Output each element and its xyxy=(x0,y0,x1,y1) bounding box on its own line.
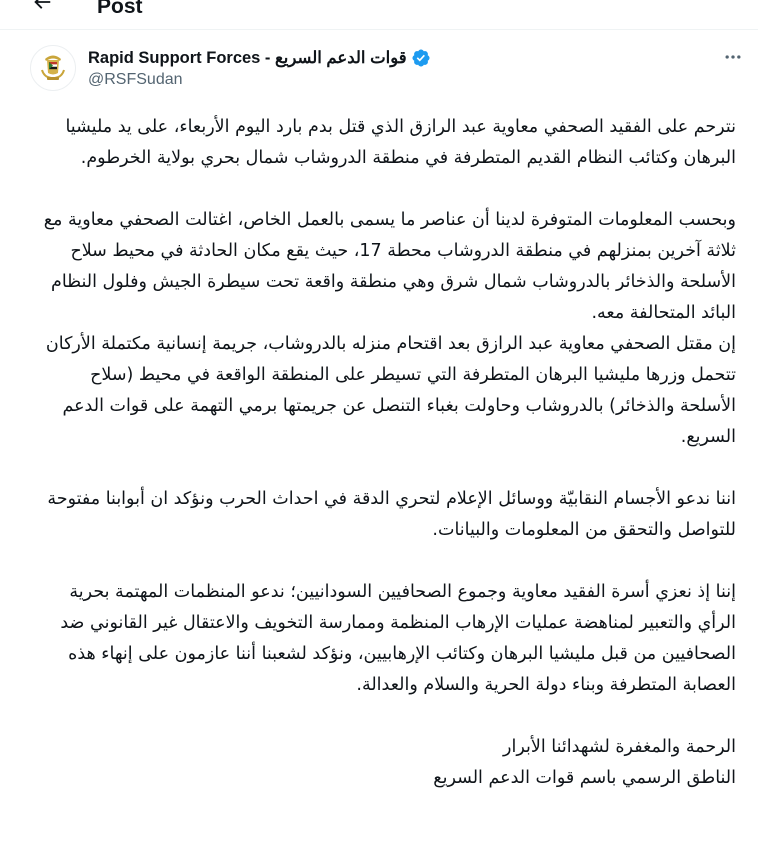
more-options-button[interactable] xyxy=(720,44,746,70)
rsf-logo-icon xyxy=(31,46,75,90)
header-divider xyxy=(0,29,758,30)
author-name: Rapid Support Forces - قوات الدعم السريع xyxy=(88,49,407,67)
more-horizontal-icon xyxy=(723,47,743,67)
tweet-closing-line: الرحمة والمغفرة لشهدائنا الأبرار xyxy=(503,737,736,757)
back-button[interactable] xyxy=(26,0,58,18)
author-handle[interactable]: @RSFSudan xyxy=(88,71,183,88)
page-title: Post xyxy=(97,0,143,18)
tweet-paragraph-3: إن مقتل الصحفي معاوية عبد الرازق بعد اقتحام منزله بالدروشاب، جريمة إنسانية مكتملة الأركان تتحمل وزرها مليشيا البرهان المتطرفة التي تسيطر على المنطقة الواقعة في محيط (سلاح الأسلحة والذخائر) بالدروشاب وحاولت بغباء التنصل عن جريمتها برمي التهمة على قوات الدعم السريع. xyxy=(40,334,736,447)
tweet-signature: الناطق الرسمي باسم قوات الدعم السريع xyxy=(433,768,736,788)
tweet-paragraph-4: اننا ندعو الأجسام النقابيّة ووسائل الإعلام لتحري الدقة في احداث الحرب ونؤكد ان أبوابنا مفتوحة للتواصل والتحقق من المعلومات والبيانات. xyxy=(41,489,736,540)
tweet-paragraph-2: وبحسب المعلومات المتوفرة لدينا أن عناصر ما يسمى بالعمل الخاص، اغتالت الصحفي معاوية مع ثلاثة آخرين بمنزلهم في منطقة الدروشاب محطة 17، حيث يقع مكان الحادثة في محيط سلاح الأسلحة والذخائر بالدروشاب شمال شرق وهي منطقة واقعة تحت سيطرة الجيش وفلول النظام البائد المتحالفة معه. xyxy=(38,210,736,323)
avatar[interactable] xyxy=(30,45,76,91)
tweet-text xyxy=(30,112,736,794)
arrow-left-icon xyxy=(31,0,53,13)
top-bar xyxy=(0,0,758,26)
tweet-paragraph-5: إننا إذ نعزي أسرة الفقيد معاوية وجموع الصحافيين السودانيين؛ ندعو المنظمات المهتمة بحرية الرأي والتعبير لمناهضة عمليات الإرهاب المنظمة وممارسة التخويف والاعتقال غير القانوني ضد الصحافيين من قبل مليشيا البرهان وكتائب الإرهابيين، ونؤكد لشعبنا أننا عازمون على إنهاء هذه العصابة المتطرفة وبناء دولة الحرية والسلام والعدالة. xyxy=(54,582,736,695)
author-name-link[interactable] xyxy=(88,47,431,69)
tweet-paragraph-1: نترحم على الفقيد الصحفي معاوية عبد الرازق الذي قتل بدم بارد اليوم الأربعاء، على يد مليشيا البرهان وكتائب النظام القديم المتطرفة في منطقة الدروشاب شمال بحري بولاية الخرطوم. xyxy=(59,117,736,168)
verified-badge-icon xyxy=(411,48,431,68)
